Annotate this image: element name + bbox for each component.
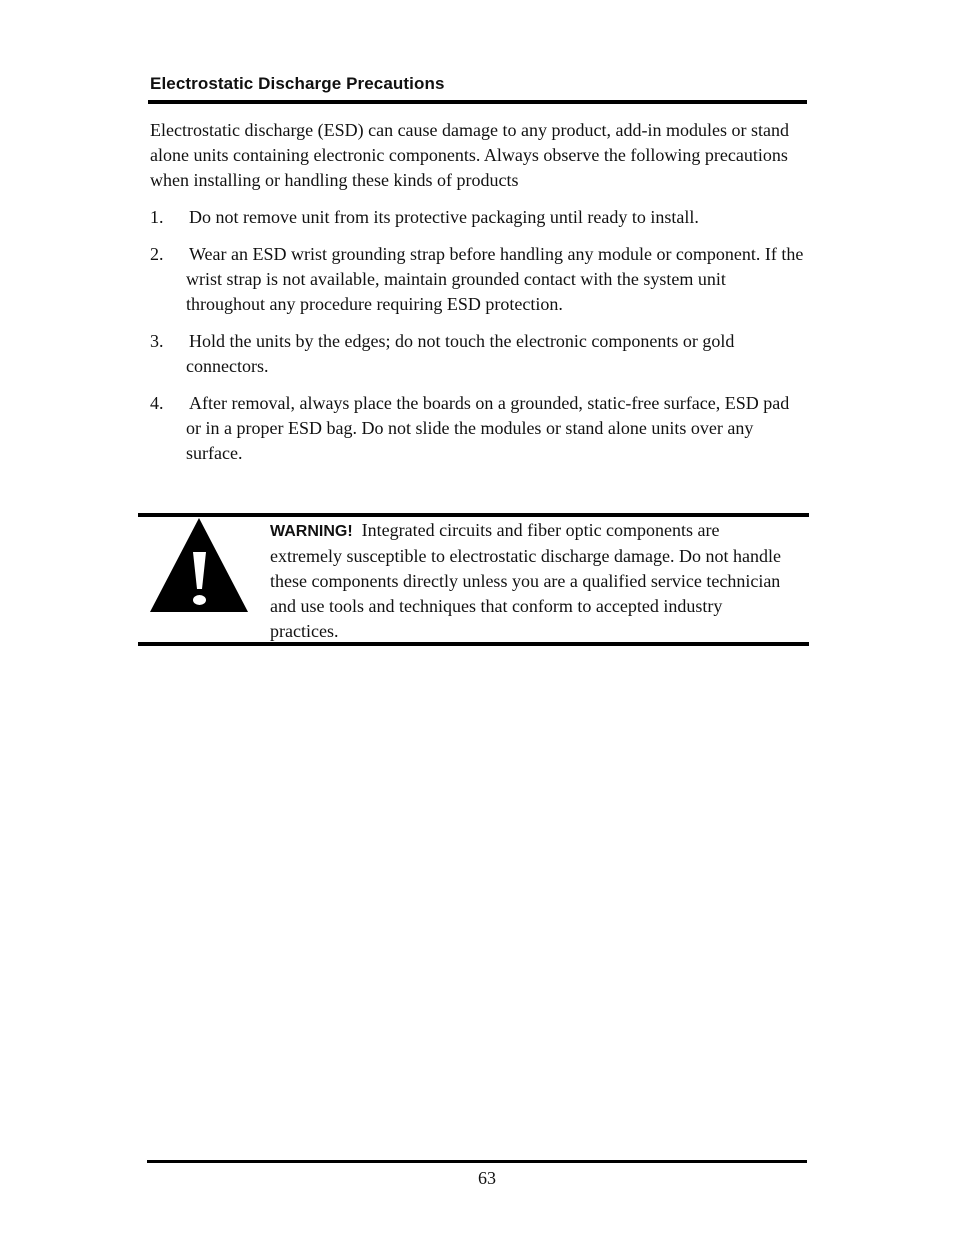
section-heading: Electrostatic Discharge Precautions bbox=[150, 74, 445, 93]
precaution-number: 4. bbox=[150, 393, 164, 413]
precaution-item-3 bbox=[150, 329, 805, 379]
precaution-number: 1. bbox=[150, 207, 164, 227]
intro-paragraph: Electrostatic discharge (ESD) can cause damage to any product, add-in modules or stand alone units containing electronic components. Always observe the following precautions when installing or handling these kinds of products bbox=[150, 120, 789, 190]
precaution-text: Wear an ESD wrist grounding strap before handling any module or component. If the wrist strap is not available, maintain grounded contact with the system unit throughout any procedure requiring ESD protection. bbox=[186, 244, 804, 314]
warning-body: Integrated circuits and fiber optic components are extremely susceptible to electrostatic discharge damage. Do not handle these components directly unless you are a qualified service technician and use tools and techniques that conform to accepted industry practices. bbox=[270, 520, 781, 641]
warning-triangle-icon bbox=[149, 516, 250, 613]
footer-rule bbox=[147, 1160, 807, 1163]
precaution-text: After removal, always place the boards on a grounded, static-free surface, ESD pad or in a proper ESD bag. Do not slide the modules or stand alone units over any surface. bbox=[186, 393, 790, 463]
page-number: 63 bbox=[478, 1168, 496, 1188]
warning-bottom-rule bbox=[138, 642, 809, 646]
precaution-number: 3. bbox=[150, 331, 164, 351]
precaution-text: Hold the units by the edges; do not touch the electronic components or gold connectors. bbox=[186, 331, 735, 376]
precaution-item-4 bbox=[150, 391, 805, 466]
precaution-text: Do not remove unit from its protective packaging until ready to install. bbox=[189, 207, 699, 227]
precaution-item-2 bbox=[150, 242, 805, 317]
heading-rule bbox=[148, 100, 807, 104]
warning-text bbox=[270, 518, 790, 644]
precaution-number: 2. bbox=[150, 244, 164, 264]
warning-label: WARNING! bbox=[270, 523, 353, 540]
precaution-item-1 bbox=[150, 205, 805, 230]
